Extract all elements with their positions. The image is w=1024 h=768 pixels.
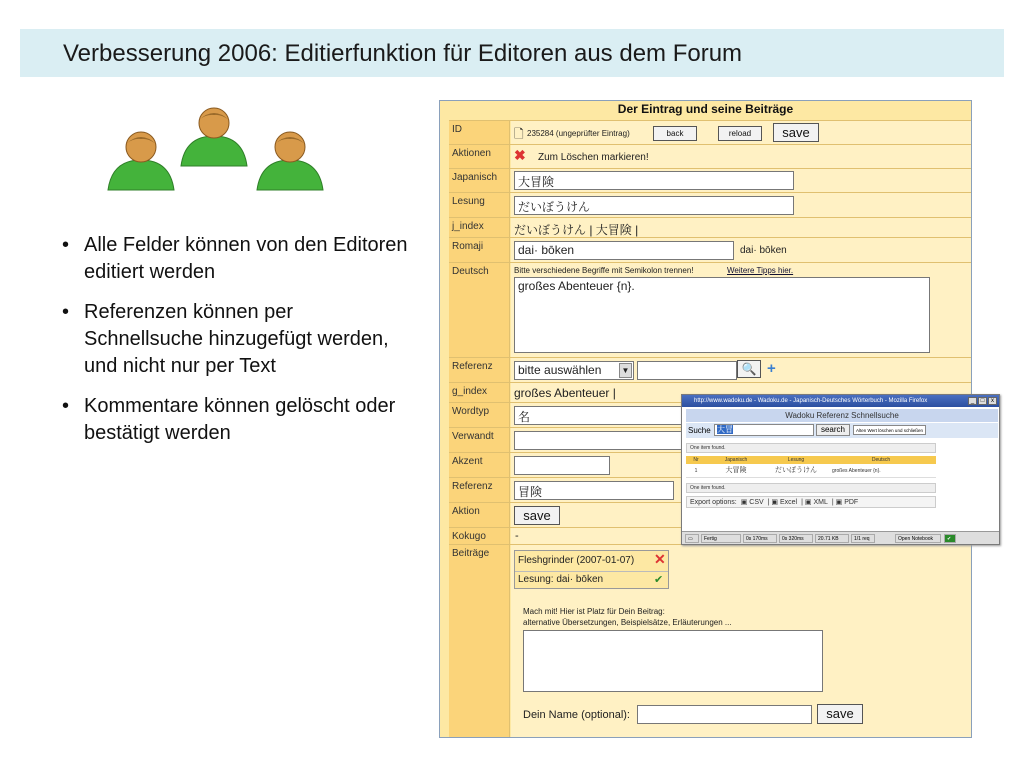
referenz-value-input[interactable]: 冒険: [514, 481, 674, 500]
kokugo-value: -: [515, 530, 519, 542]
window-controls: [968, 397, 997, 405]
export-pdf-label: PDF: [844, 499, 859, 506]
name-label: Dein Name (optional):: [523, 709, 630, 721]
label-g-index: g_index: [449, 383, 510, 402]
label-beitraege: Beiträge: [449, 545, 510, 737]
row-j-index: [449, 217, 971, 237]
save-button-beitrag[interactable]: save: [817, 704, 863, 724]
label-romaji: Romaji: [449, 238, 510, 262]
status-req: 1/1 req: [851, 534, 875, 543]
akzent-input[interactable]: [514, 456, 610, 475]
row-aktionen: [449, 144, 971, 168]
delete-comment-icon[interactable]: ✕: [654, 551, 666, 567]
export-bar: [686, 496, 936, 508]
lesung-input[interactable]: だいぼうけん: [514, 196, 794, 215]
status-size: 20.71 KB: [815, 534, 849, 543]
label-deutsch: Deutsch: [449, 263, 510, 357]
status-notebook[interactable]: Open Notebook: [895, 534, 941, 543]
mitmach-line-2: alternative Übersetzungen, Beispielsätze, Erläuterungen ...: [523, 618, 732, 627]
reload-button[interactable]: reload: [718, 126, 762, 141]
verwandt-input[interactable]: [514, 431, 684, 450]
status-ok-icon: ✔: [944, 534, 956, 543]
save-button-aktion[interactable]: save: [514, 506, 560, 525]
save-button-top[interactable]: save: [773, 123, 819, 142]
label-wordtyp: Wordtyp: [449, 403, 510, 427]
maximize-icon[interactable]: □: [978, 397, 987, 405]
beitrag-text: Lesung: dai· bōken: [518, 574, 604, 585]
row-referenz: [449, 357, 971, 382]
export-csv-label: CSV: [749, 499, 764, 506]
status-time-2: 0s 320ms: [779, 534, 813, 543]
label-aktionen: Aktionen: [449, 145, 510, 168]
label-verwandt: Verwandt: [449, 428, 510, 452]
label-akzent: Akzent: [449, 453, 510, 477]
bullet-list: [62, 232, 412, 460]
referenz-select-value: bitte auswählen: [518, 363, 602, 377]
j-index-value: だいぼうけん | 大冒険 |: [514, 223, 639, 237]
export-pdf[interactable]: | ▣ PDF: [831, 499, 859, 506]
chevron-down-icon[interactable]: ▼: [619, 363, 632, 378]
row-japanisch: [449, 168, 971, 192]
romaji-input[interactable]: dai· bōken: [514, 241, 734, 260]
referenz-select[interactable]: [514, 361, 634, 380]
delete-icon[interactable]: ✖: [514, 147, 526, 163]
label-lesung: Lesung: [449, 193, 510, 217]
status-icon: ▭: [685, 534, 699, 543]
beitrag-card: [514, 550, 669, 589]
person-icon-left: [108, 132, 174, 190]
popup-search-bar: [686, 423, 998, 438]
label-referenz-2: Referenz: [449, 478, 510, 502]
results-header: [686, 456, 936, 464]
id-value: 235284 (ungeprüfter Eintrag): [527, 129, 630, 138]
table-row[interactable]: [686, 464, 936, 478]
close-icon[interactable]: x: [988, 397, 997, 405]
person-icon-right: [257, 132, 323, 190]
row-id: [449, 120, 971, 144]
person-icon-middle: [181, 108, 247, 166]
row-romaji: [449, 237, 971, 262]
beitrag-author: Fleshgrinder (2007-01-07): [518, 555, 635, 566]
deutsch-textarea[interactable]: großes Abenteuer {n}.: [514, 277, 930, 353]
japanisch-input[interactable]: 大冒険: [514, 171, 794, 190]
export-excel[interactable]: | ▣ Excel: [767, 499, 798, 506]
bullet-item: • Referenzen können per Schnellsuche hinzugefügt werden, und nicht nur per Text: [62, 299, 412, 380]
export-excel-label: Excel: [780, 499, 798, 506]
label-kokugo: Kokugo: [449, 528, 510, 544]
found-bottom: One item found.: [686, 483, 936, 493]
minimize-icon[interactable]: _: [968, 397, 977, 405]
row-deutsch: [449, 262, 971, 357]
label-aktion: Aktion: [449, 503, 510, 527]
popup-search-button[interactable]: search: [816, 424, 850, 436]
users-icon: [105, 102, 345, 197]
found-top: One item found.: [686, 443, 936, 453]
status-time-1: 0s 170ms: [743, 534, 777, 543]
mitmach-line-1: Mach mit! Hier ist Platz für Dein Beitrag:: [523, 607, 665, 616]
form-title: Der Eintrag und seine Beiträge: [440, 101, 971, 117]
referenz-search-input[interactable]: [637, 361, 737, 380]
wordtyp-input[interactable]: 名: [514, 406, 684, 425]
beitrag-textarea[interactable]: [523, 630, 823, 692]
header-lesung: Lesung: [787, 457, 805, 463]
deutsch-hint: Bitte verschiedene Begriffe mit Semikolon trennen!: [514, 266, 694, 275]
bullet-item: • Alle Felder können von den Editoren editiert werden: [62, 232, 412, 286]
popup-title: http://www.wadoku.de - Wadoku.de - Japanisch-Deutsches Wörterbuch - Mozilla Firefox: [694, 398, 928, 404]
header-deutsch: Deutsch: [871, 457, 891, 463]
slide-title-bar: [20, 29, 1004, 77]
header-nr: Nr: [693, 457, 699, 463]
row-lesung: [449, 192, 971, 217]
g-index-value: großes Abenteuer |: [514, 386, 616, 400]
export-csv[interactable]: ▣ CSV: [740, 499, 764, 506]
export-label: Export options:: [690, 499, 737, 506]
popup-caption: Wadoku Referenz Schnellsuche: [686, 409, 998, 422]
label-japanisch: Japanisch: [449, 169, 510, 192]
cell-deutsch: großes Abenteuer {n}.: [832, 468, 881, 474]
document-icon: 🗋: [514, 127, 524, 141]
popup-titlebar: [682, 395, 999, 407]
popup-search-value: 大冒: [717, 425, 733, 434]
back-button[interactable]: back: [653, 126, 697, 141]
tips-link[interactable]: Weitere Tipps hier.: [727, 266, 794, 275]
popup-search-input[interactable]: [714, 424, 814, 436]
slide-title: Verbesserung 2006: Editierfunktion für Editoren aus dem Forum: [63, 40, 743, 67]
popup-search-label: Suche: [688, 426, 711, 435]
romaji-display: dai· bōken: [740, 245, 787, 256]
label-id: ID: [449, 121, 510, 144]
delete-mark-label[interactable]: Zum Löschen markieren!: [538, 152, 649, 163]
export-xml[interactable]: | ▣ XML: [801, 499, 828, 506]
magnifier-icon[interactable]: 🔍: [737, 360, 761, 378]
status-text: Fertig: [701, 534, 741, 543]
popup-statusbar: [682, 531, 999, 544]
cell-japanisch: 大冒険: [725, 467, 747, 474]
name-input[interactable]: [637, 705, 812, 724]
popup-clear-button[interactable]: Alten Wert löschen und schließen: [853, 425, 926, 435]
cell-lesung: だいぼうけん: [775, 467, 817, 474]
popup-results: [686, 443, 936, 508]
header-japanisch: Japanisch: [724, 457, 748, 463]
export-xml-label: XML: [813, 499, 828, 506]
quicksearch-popup: [681, 394, 1000, 545]
row-beitraege: [449, 544, 971, 737]
label-j-index: j_index: [449, 218, 510, 237]
plus-icon[interactable]: +: [767, 360, 776, 377]
label-referenz: Referenz: [449, 358, 510, 382]
bullet-item: • Kommentare können gelöscht oder bestätigt werden: [62, 393, 412, 447]
confirm-icon[interactable]: ✔: [654, 574, 664, 586]
cell-nr: 1: [694, 468, 698, 474]
